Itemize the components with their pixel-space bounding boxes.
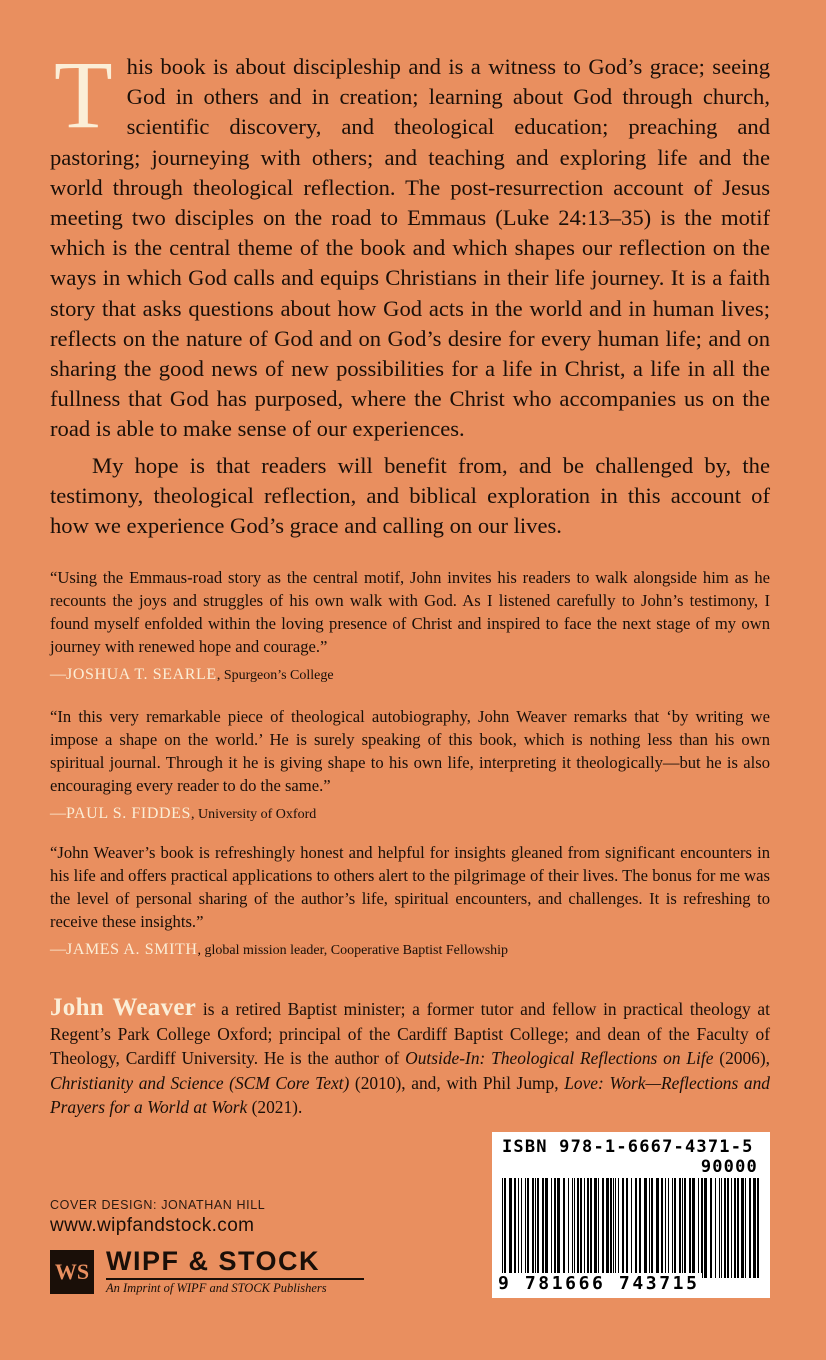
blurb-text-1: his book is about discipleship and is a witness to God’s grace; seeing God in others and in creation; learning about God through church, scientific discovery, and theological education; preaching and pastoring; journeying with others; and teaching and exploring life and the world through theological reflection. The post-resurrection account of Jesus meeting two disciples on the road to Emmaus (Luke 24:13–35) is the motif which is the central theme of the book and which shapes our reflection on the ways in which God calls and equips Christians in their life journey. It is a faith story that asks questions about how God acts in the world and in human lives; reflects on the nature of God and on God’s desire for every human life; and on sharing the good news of new possibilities for a life in Christ, a life in all the fullness that God has purposed, where the Christ who accompanies us on the road is able to make sense of our experiences. [50, 54, 770, 442]
barcode-bar [606, 1178, 609, 1278]
isbn-barcode [492, 1132, 770, 1298]
barcode-bar [518, 1178, 519, 1278]
endorsement-quote: “Using the Emmaus-road story as the central motif, John invites his readers to walk alongside him as he recounts the joys and struggles of his own walk with God. As I listened carefully to John’s testimony, I found myself enfolded within the loving presence of Christ and inspired to face the next stage of my own journey with renewed hope and courage.” [50, 568, 770, 656]
endorser-name: PAUL S. FIDDES [66, 805, 192, 822]
barcode-bar [651, 1178, 653, 1278]
barcode-bar [753, 1178, 756, 1278]
attribution-dash: — [50, 941, 66, 958]
barcode-bar [525, 1178, 526, 1278]
barcode-bar [618, 1178, 619, 1278]
barcode-bar [672, 1178, 673, 1278]
barcode-bar [514, 1178, 516, 1278]
cover-design-credit: COVER DESIGN: JONATHAN HILL [50, 1198, 266, 1212]
barcode-bar [656, 1178, 659, 1278]
barcode-bar [684, 1178, 686, 1278]
endorsement-quote: “In this very remarkable piece of theological autobiography, John Weaver remarks that ‘by writing we impose a shape on the world.’ He is surely speaking of this book, which is nothing less than his own spiritual journal. Through it he is giving shape to his own life, interpreting it theologically—but he is also encouraging every reader to do the same.” [50, 707, 770, 795]
barcode-bar [521, 1178, 522, 1278]
barcode-bar [734, 1178, 736, 1278]
price-code: 90000 [700, 1157, 758, 1177]
barcode-bar [580, 1178, 582, 1278]
publisher-imprint: An Imprint of WIPF and STOCK Publishers [106, 1281, 327, 1295]
barcode-bar [682, 1178, 683, 1278]
barcode-bar [598, 1178, 599, 1278]
barcode-bar [527, 1178, 529, 1278]
barcode-bar [572, 1178, 573, 1278]
barcode-bar [731, 1178, 732, 1278]
endorsement-searle [50, 566, 770, 685]
blurb [50, 41, 770, 541]
barcode-bar [692, 1178, 695, 1278]
barcode-bar [502, 1178, 503, 1278]
barcode-bar [577, 1178, 579, 1278]
barcode-bar [622, 1178, 624, 1278]
endorsement-attribution [50, 666, 770, 685]
endorsement-fiddes [50, 705, 770, 824]
barcode-bar [665, 1178, 666, 1278]
barcode-bar [721, 1178, 722, 1278]
barcode-bars [498, 1178, 764, 1278]
barcode-bar [587, 1178, 589, 1278]
blurb-paragraph-1 [50, 41, 770, 445]
bio-text-4: (2021). [247, 1097, 303, 1117]
publisher-rule [106, 1278, 364, 1280]
barcode-bar [724, 1178, 726, 1278]
bio-text-3: (2010), and, with Phil Jump, [349, 1072, 565, 1093]
drop-cap: T [54, 41, 113, 148]
barcode-bar [635, 1178, 637, 1278]
barcode-bar [741, 1178, 744, 1278]
attribution-dash: — [50, 805, 66, 822]
author-bio [50, 996, 770, 1120]
publisher-logo [50, 1246, 370, 1302]
barcode-bar [535, 1178, 536, 1278]
book-title-2: Christianity and Science (SCM Core Text) [50, 1072, 350, 1093]
barcode-bar [509, 1178, 512, 1278]
blurb-paragraph-2: My hope is that readers will benefit from, and be challenged by, the testimony, theological reflection, and biblical exploration in this account of how we experience God’s grace and calling on our lives. [50, 452, 770, 539]
endorsement-quote: “John Weaver’s book is refreshingly honest and helpful for insights gleaned from significant encounters in his life and offers practical applications to others alert to the pilgrimage of their lives. The bonus for me was the level of personal sharing of the author’s life, spiritual encounters, and challenges. It is refreshing to receive these insights.” [50, 843, 770, 931]
barcode-bar [661, 1178, 663, 1278]
barcode-bar [745, 1178, 746, 1278]
barcode-bar [602, 1178, 604, 1278]
attribution-dash: — [50, 666, 66, 683]
barcode-bar [674, 1178, 676, 1278]
bio-text-1: is a retired Baptist minister; a former tutor and fellow in practical theology at Regent’s Park College Oxford; principal of the Cardiff Baptist College; and dean of the Faculty of Theology, Cardiff University. He is the author of [50, 999, 770, 1068]
barcode-bar [610, 1178, 612, 1278]
barcode-bar [532, 1178, 534, 1278]
endorser-name: JAMES A. SMITH [66, 941, 198, 958]
book-title-1: Outside-In: Theological Reflections on Life [405, 1048, 714, 1068]
barcode-bar [757, 1178, 759, 1278]
ean-digits: 9 781666 743715 [498, 1273, 700, 1294]
barcode-bar [554, 1178, 556, 1278]
barcode-bar [590, 1178, 592, 1278]
barcode-bar [639, 1178, 641, 1278]
isbn-label: ISBN 978-1-6667-4371-5 [502, 1137, 754, 1157]
endorser-affiliation: , global mission leader, Cooperative Baptist Fellowship [197, 943, 509, 958]
barcode-bar [749, 1178, 751, 1278]
barcode-bar [715, 1178, 716, 1278]
barcode-bar [545, 1178, 548, 1278]
barcode-bar [594, 1178, 597, 1278]
barcode-bar [537, 1178, 539, 1278]
endorsement-attribution [50, 941, 770, 960]
endorsement-attribution [50, 805, 770, 824]
barcode-bar [551, 1178, 552, 1278]
author-name: John Weaver [50, 994, 197, 1021]
barcode-bar [668, 1178, 669, 1278]
barcode-bar [701, 1178, 703, 1278]
barcode-bar [568, 1178, 569, 1278]
barcode-bar [704, 1178, 707, 1278]
ws-logo-icon: WS [50, 1250, 94, 1294]
barcode-bar [631, 1178, 632, 1278]
barcode-bar [679, 1178, 681, 1278]
endorser-affiliation: , University of Oxford [191, 807, 317, 822]
endorser-affiliation: , Spurgeon’s College [216, 668, 334, 683]
barcode-bar [615, 1178, 616, 1278]
barcode-bar [557, 1178, 560, 1278]
barcode-bar [626, 1178, 628, 1278]
barcode-bar [710, 1178, 712, 1278]
barcode-bar [649, 1178, 650, 1278]
author-bio-paragraph [50, 996, 770, 1120]
barcode-bar [644, 1178, 647, 1278]
barcode-bar [689, 1178, 691, 1278]
barcode-bar [504, 1178, 506, 1278]
barcode-bar [737, 1178, 739, 1278]
barcode-bar [584, 1178, 585, 1278]
barcode-bar [719, 1178, 720, 1278]
publisher-website: www.wipfandstock.com [50, 1215, 255, 1236]
barcode-bar [698, 1178, 699, 1278]
publisher-name: WIPF & STOCK [106, 1246, 321, 1276]
book-title-3: Love: Work—Reflections and Prayers for a World at Work [50, 1072, 770, 1117]
barcode-bar [727, 1178, 729, 1278]
endorser-name: JOSHUA T. SEARLE [66, 666, 217, 683]
barcode-bar [563, 1178, 565, 1278]
endorsement-smith [50, 841, 770, 960]
barcode-bar [613, 1178, 614, 1278]
bio-text-2: (2006), [713, 1048, 771, 1068]
barcode-bar [574, 1178, 575, 1278]
barcode-bar [542, 1178, 544, 1278]
